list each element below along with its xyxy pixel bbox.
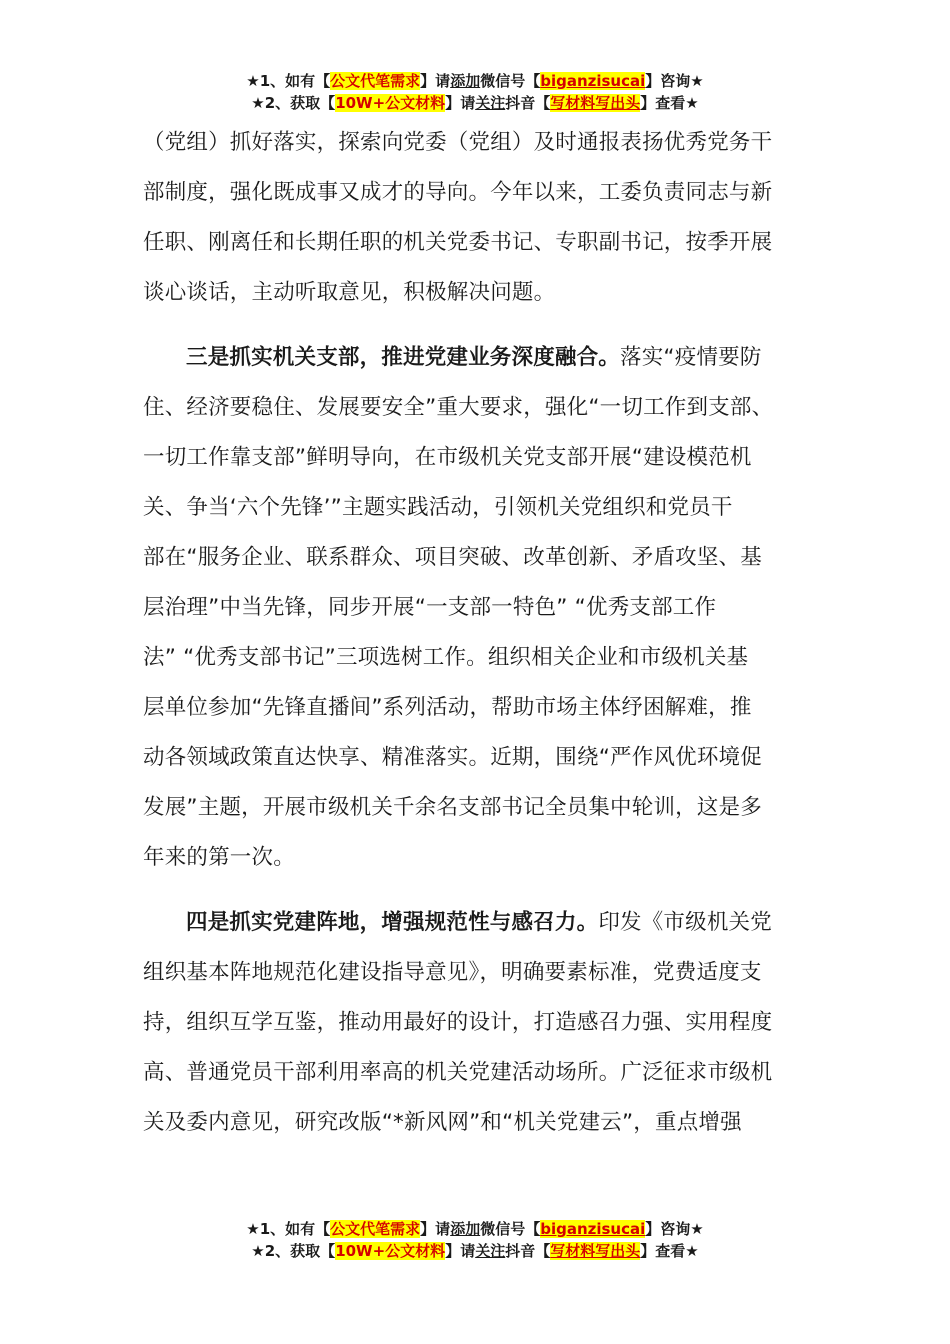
banner-emphasis: 添加 bbox=[450, 72, 481, 90]
banner-line-1 bbox=[0, 70, 950, 92]
banner-text: 】请 bbox=[445, 94, 476, 112]
text-line: 部制度，强化既成事又成才的导向。今年以来，工委负责同志与新 bbox=[143, 180, 773, 205]
text-line: 层单位参加“先锋直播间”系列活动，帮助市场主体纾困解难，推 bbox=[143, 695, 752, 720]
text-line: 关及委内意见，研究改版“*新风网”和“机关党建云”，重点增强 bbox=[143, 1110, 742, 1135]
paragraph-1 bbox=[143, 118, 807, 318]
banner-text: ★2、获取【 bbox=[251, 1242, 336, 1260]
banner-text: 抖音【 bbox=[505, 94, 551, 112]
paragraph-heading: 四是抓实党建阵地，增强规范性与感召力。 bbox=[186, 910, 599, 935]
text-line: （党组）抓好落实，探索向党委（党组）及时通报表扬优秀党务干 bbox=[143, 130, 773, 155]
highlight-materials: 10W+公文材料 bbox=[335, 94, 446, 112]
banner-text: 】请 bbox=[445, 1242, 476, 1260]
text-line: 任职、刚离任和长期任职的机关党委书记、专职副书记，按季开展 bbox=[143, 230, 773, 255]
paragraph-gap bbox=[143, 883, 807, 898]
text-line: 持，组织互学互鉴，推动用最好的设计，打造感召力强、实用程度 bbox=[143, 1010, 773, 1035]
wechat-id-link[interactable]: biganzisucai bbox=[540, 72, 646, 90]
text-line: 高、普通党员干部利用率高的机关党建活动场所。广泛征求市级机 bbox=[143, 1060, 773, 1085]
text-line: 动各领域政策直达快享、精准落实。近期，围绕“严作风优环境促 bbox=[143, 745, 762, 770]
top-banner bbox=[0, 70, 950, 114]
banner-text: 微信号【 bbox=[480, 1220, 541, 1238]
text-line: 年来的第一次。 bbox=[143, 845, 295, 870]
banner-text: ★1、如有【 bbox=[246, 72, 331, 90]
banner-line-2 bbox=[0, 92, 950, 114]
paragraph-gap bbox=[143, 318, 807, 333]
paragraph-heading: 三是抓实机关支部，推进党建业务深度融合。 bbox=[186, 345, 621, 370]
highlight-materials: 10W+公文材料 bbox=[335, 1242, 446, 1260]
text-line: 组织基本阵地规范化建设指导意见》，明确要素标准，党费适度支 bbox=[143, 960, 762, 985]
banner-text: 】查看★ bbox=[640, 94, 699, 112]
banner-text: 】查看★ bbox=[640, 1242, 699, 1260]
douyin-account-link[interactable]: 写材料写出头 bbox=[550, 1242, 641, 1260]
banner-text: 抖音【 bbox=[505, 1242, 551, 1260]
text-line: 发展”主题，开展市级机关千余名支部书记全员集中轮训，这是多 bbox=[143, 795, 762, 820]
text-line: 谈心谈话，主动听取意见，积极解决问题。 bbox=[143, 280, 556, 305]
banner-emphasis: 关注 bbox=[475, 1242, 506, 1260]
paragraph-text: 落实“疫情要防 bbox=[620, 345, 762, 370]
text-line: 一切工作靠支部”鲜明导向，在市级机关党支部开展“建设模范机 bbox=[143, 445, 752, 470]
document-body bbox=[143, 118, 807, 1148]
paragraph-2 bbox=[143, 333, 807, 883]
paragraph-text: 印发《市级机关党 bbox=[598, 910, 772, 935]
paragraph-3 bbox=[143, 898, 807, 1148]
banner-text: ★2、获取【 bbox=[251, 94, 336, 112]
text-line: 层治理”中当先锋，同步开展“一支部一特色” “优秀支部工作 bbox=[143, 595, 717, 620]
highlight-service: 公文代笔需求 bbox=[330, 72, 421, 90]
text-line: 住、经济要稳住、发展要安全”重大要求，强化“一切工作到支部、 bbox=[143, 395, 774, 420]
banner-text: 】咨询★ bbox=[645, 72, 704, 90]
banner-text: ★1、如有【 bbox=[246, 1220, 331, 1238]
banner-text: 微信号【 bbox=[480, 72, 541, 90]
banner-text: 】请 bbox=[420, 1220, 451, 1238]
banner-emphasis: 关注 bbox=[475, 94, 506, 112]
bottom-banner bbox=[0, 1218, 950, 1262]
banner-text: 】请 bbox=[420, 72, 451, 90]
banner-text: 】咨询★ bbox=[645, 1220, 704, 1238]
wechat-id-link[interactable]: biganzisucai bbox=[540, 1220, 646, 1238]
text-line bbox=[143, 333, 807, 383]
douyin-account-link[interactable]: 写材料写出头 bbox=[550, 94, 641, 112]
text-line: 部在“服务企业、联系群众、项目突破、改革创新、矛盾攻坚、基 bbox=[143, 545, 762, 570]
banner-line-1 bbox=[0, 1218, 950, 1240]
text-line bbox=[143, 898, 807, 948]
banner-emphasis: 添加 bbox=[450, 1220, 481, 1238]
text-line: 关、争当‘六个先锋’”主题实践活动，引领机关党组织和党员干 bbox=[143, 495, 733, 520]
highlight-service: 公文代笔需求 bbox=[330, 1220, 421, 1238]
banner-line-2 bbox=[0, 1240, 950, 1262]
text-line: 法” “优秀支部书记”三项选树工作。组织相关企业和市级机关基 bbox=[143, 645, 749, 670]
